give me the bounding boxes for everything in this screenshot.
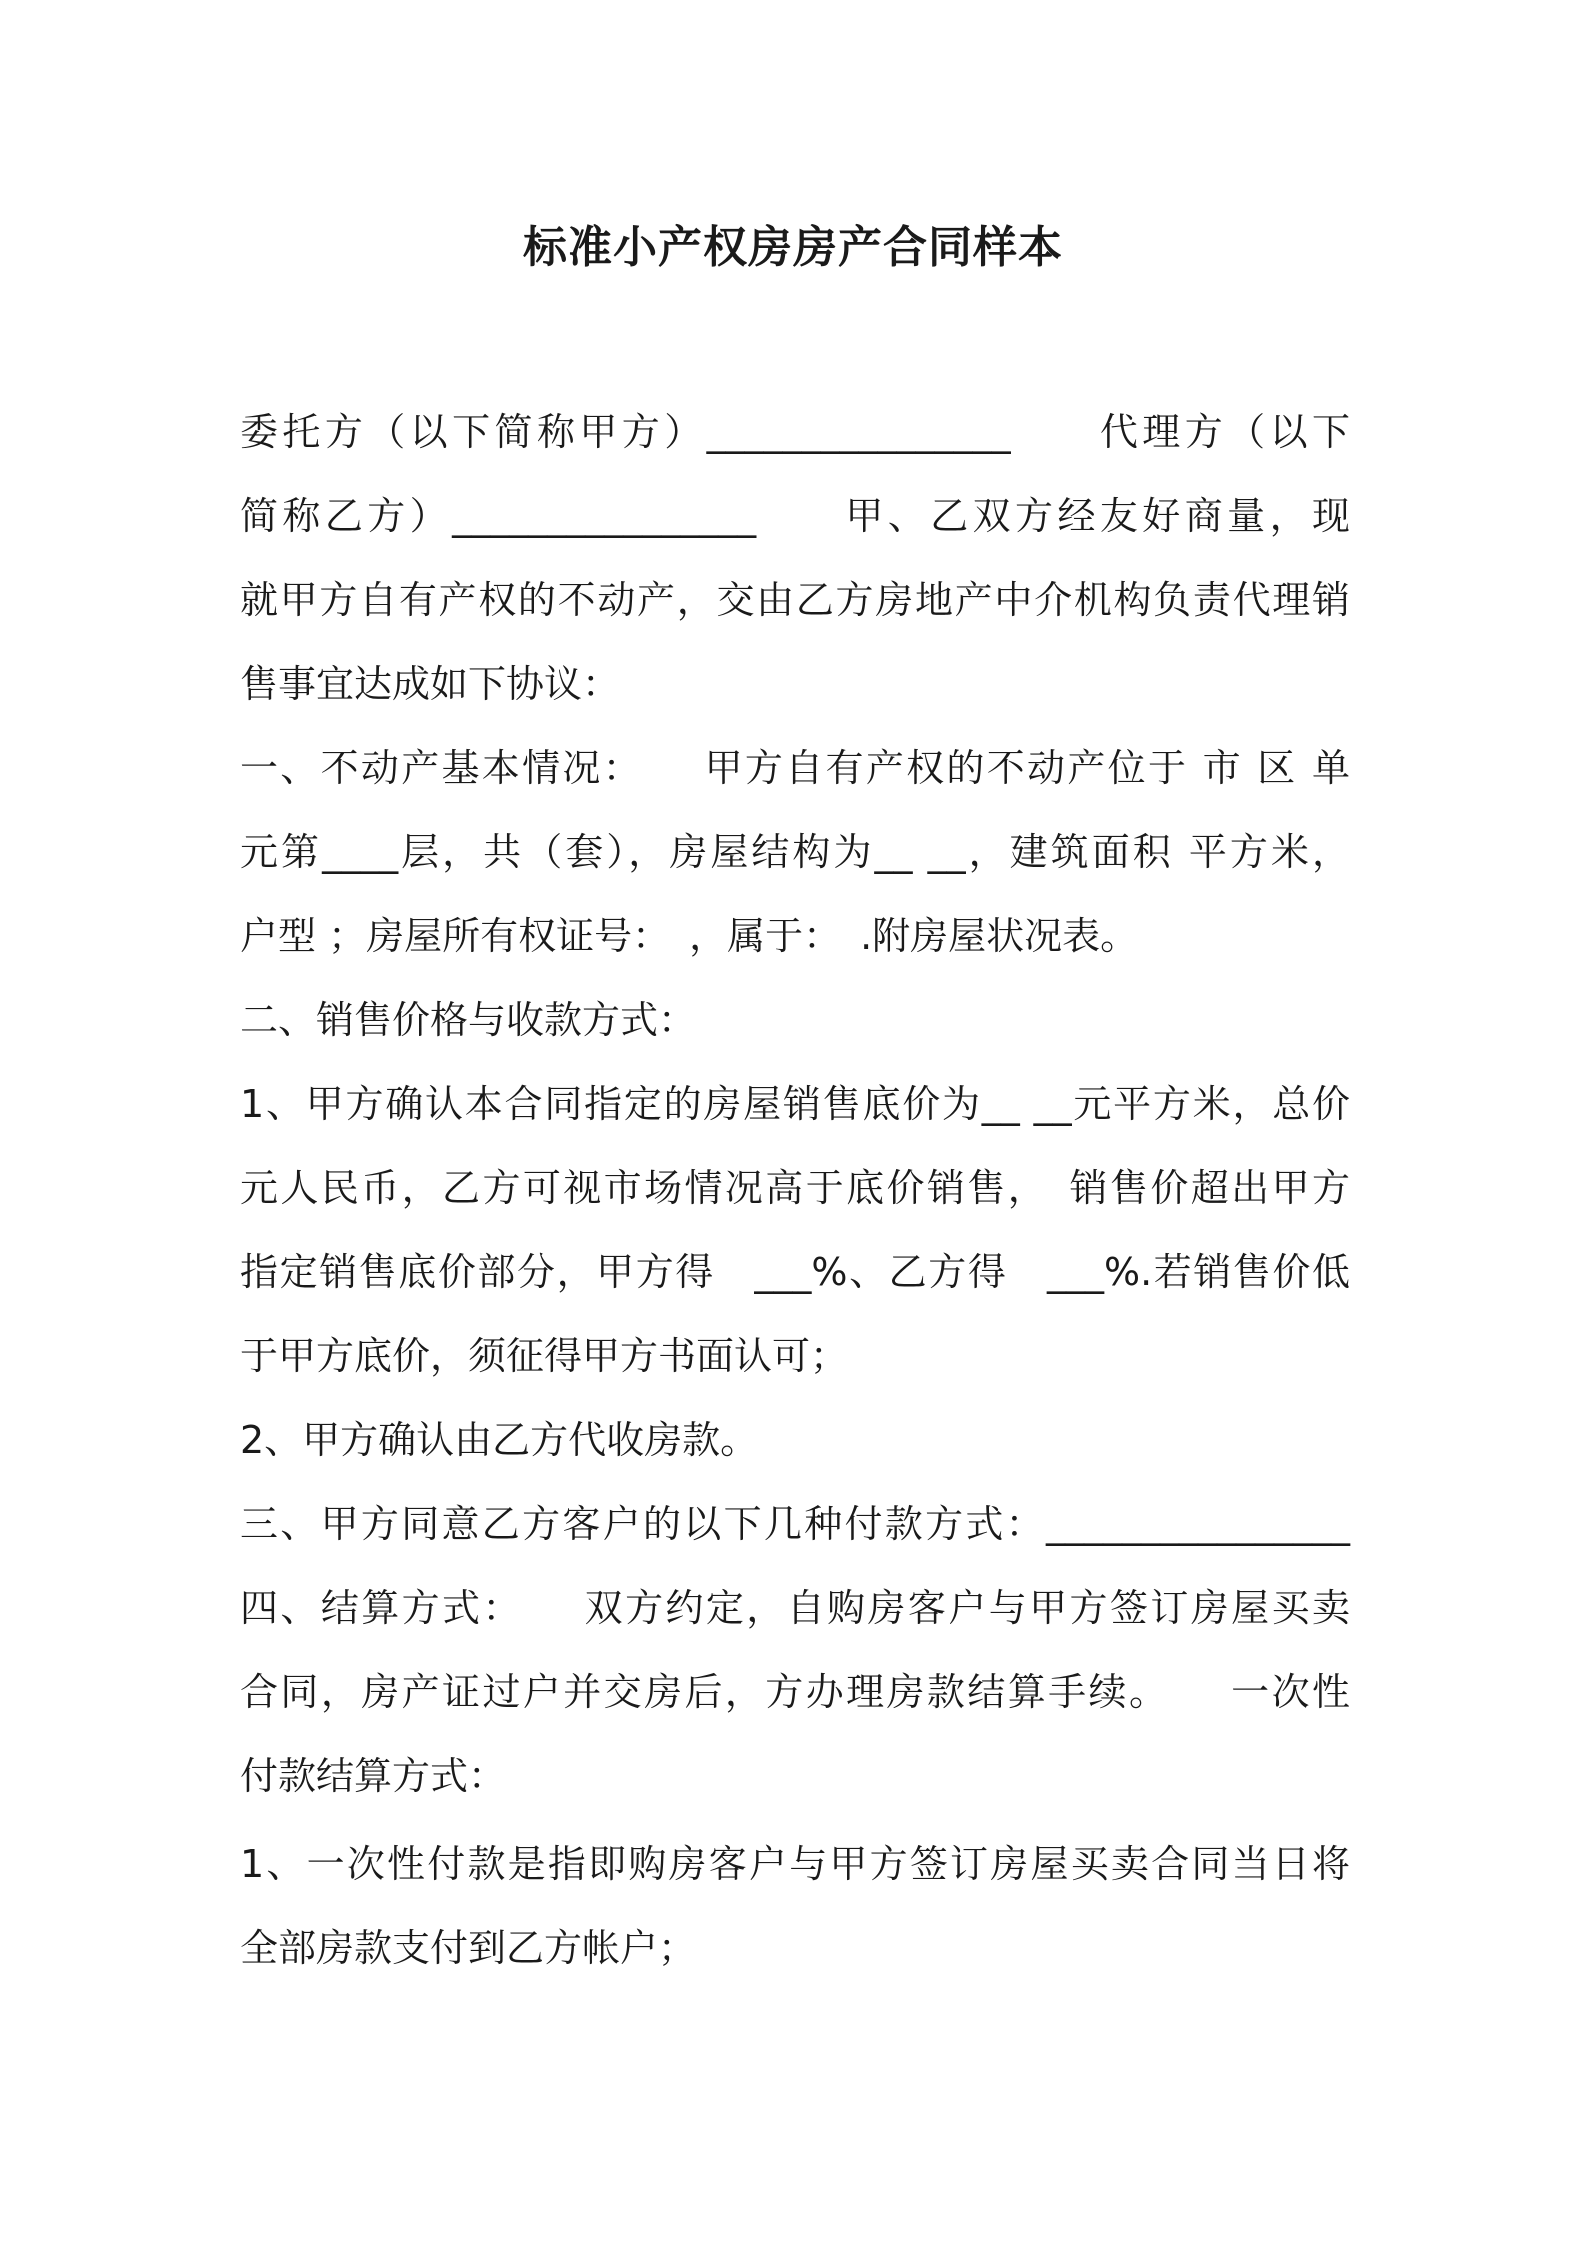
paragraph-line: 元人民币，乙方可视市场情况高于底价销售， 销售价超出甲方 (240, 1166, 1350, 1210)
paragraph-line: 委托方（以下简称甲方）________________ 代理方（以下 (240, 410, 1350, 454)
paragraph-line: 售事宜达成如下协议： (240, 662, 621, 706)
paragraph-line: 元第____层，共（套），房屋结构为__ __，建筑面积 平方米， (240, 830, 1350, 874)
section-heading: 三、甲方同意乙方客户的以下几种付款方式：________________ (240, 1502, 1350, 1546)
document-title: 标准小产权房房产合同样本 (523, 222, 1063, 273)
paragraph-line: 一、不动产基本情况： 甲方自有产权的不动产位于 市 区 单 (240, 746, 1350, 790)
paragraph-line: 户型 ；房屋所有权证号： ，属于： .附房屋状况表。 (240, 914, 1139, 958)
paragraph-line: 2、甲方确认由乙方代收房款。 (240, 1418, 759, 1462)
paragraph-line: 就甲方自有产权的不动产，交由乙方房地产中介机构负责代理销 (240, 578, 1350, 622)
paragraph-line: 于甲方底价，须征得甲方书面认可； (240, 1334, 849, 1378)
section-heading: 二、销售价格与收款方式： (240, 998, 697, 1042)
paragraph-line: 指定销售底价部分，甲方得 ___%、乙方得 ___%.若销售价低 (240, 1250, 1350, 1294)
paragraph-line: 1、一次性付款是指即购房客户与甲方签订房屋买卖合同当日将 (240, 1842, 1350, 1886)
paragraph-line: 全部房款支付到乙方帐户； (240, 1926, 697, 1970)
paragraph-line: 1、甲方确认本合同指定的房屋销售底价为__ __元平方米，总价 (240, 1082, 1350, 1126)
paragraph-line: 四、结算方式： 双方约定，自购房客户与甲方签订房屋买卖 (240, 1586, 1350, 1630)
paragraph-line: 付款结算方式： (240, 1754, 507, 1798)
paragraph-line: 合同，房产证过户并交房后，方办理房款结算手续。 一次性 (240, 1670, 1350, 1714)
paragraph-line: 简称乙方）________________ 甲、乙双方经友好商量，现 (240, 494, 1350, 538)
